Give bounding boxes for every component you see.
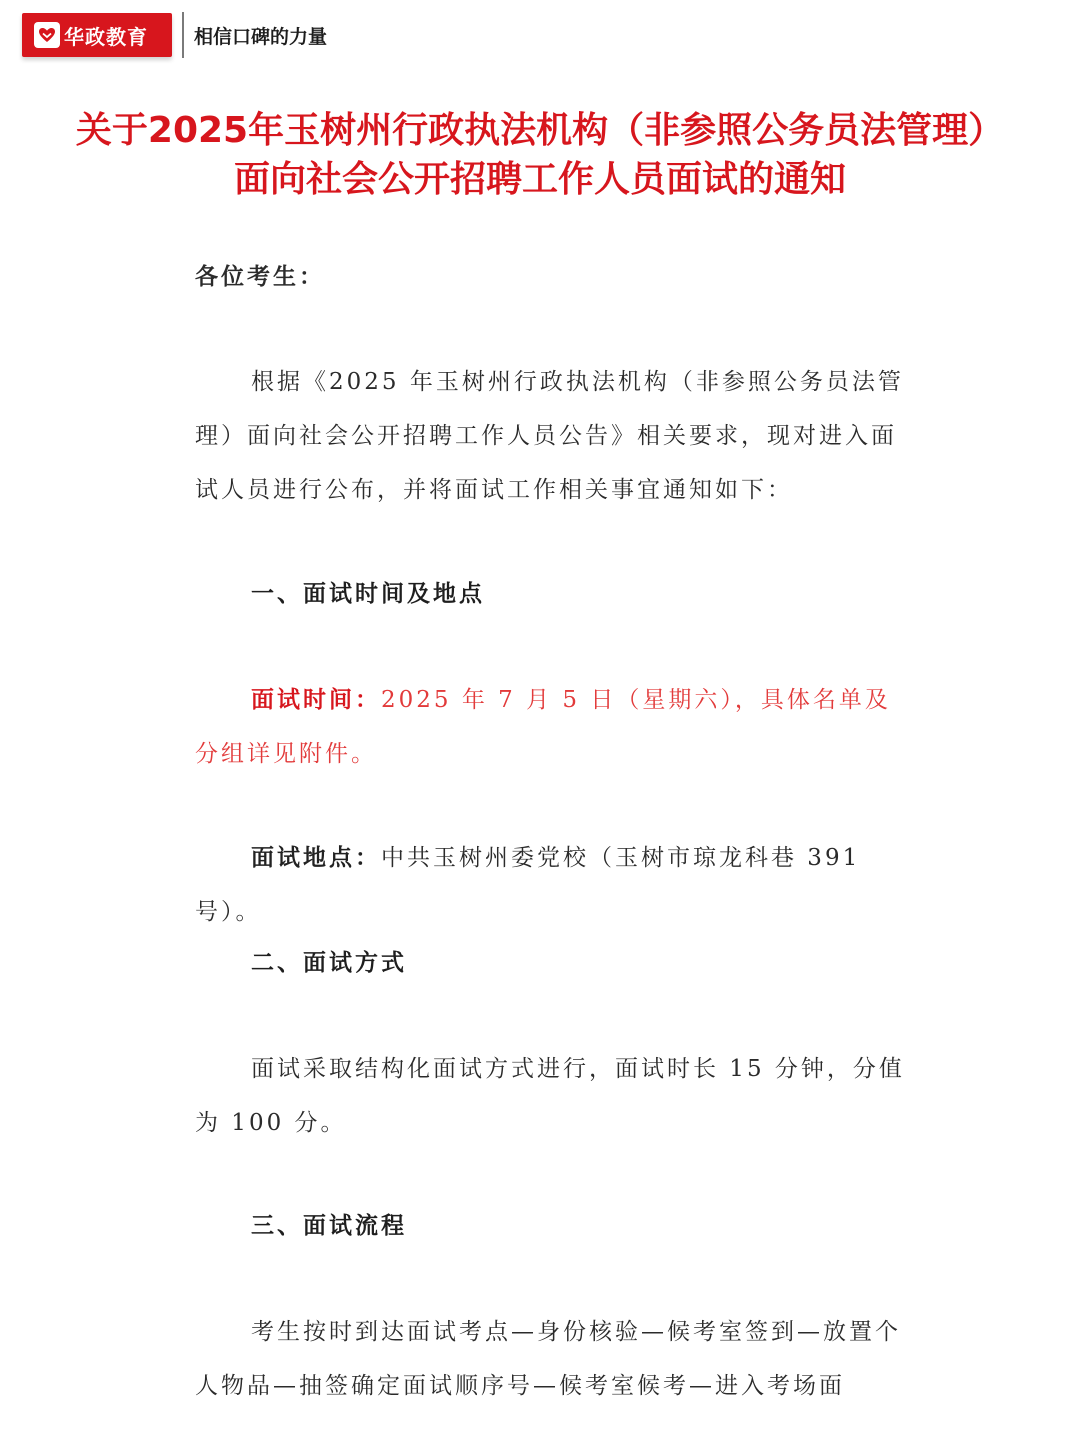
heart-hands-logo-icon — [34, 22, 60, 48]
interview-place-text: 中共玉树州委党校（玉树市琼龙科巷 391 号）。 — [195, 845, 861, 925]
notice-title-line1: 关于2025年玉树州行政执法机构（非参照公务员法管理） — [75, 110, 1005, 151]
intro-paragraph: 根据《2025 年玉树州行政执法机构（非参照公务员法管理）面向社会公开招聘工作人员公告》相关要求，现对进入面试人员进行公布，并将面试工作相关事宜通知如下： — [195, 369, 904, 503]
interview-time-paragraph — [195, 673, 915, 781]
section1-heading: 一、面试时间及地点 — [251, 580, 485, 607]
brand-logo[interactable] — [22, 13, 172, 57]
brand-name: 华政教育 — [64, 24, 148, 49]
interview-time-label: 面试时间： — [251, 686, 381, 713]
notice-title-line2: 面向社会公开招聘工作人员面试的通知 — [233, 159, 846, 200]
brand-divider — [182, 12, 184, 58]
brand-header — [22, 12, 327, 58]
notice-title — [0, 106, 1080, 204]
interview-place-label: 面试地点： — [251, 844, 381, 871]
interview-place-paragraph — [195, 831, 935, 939]
interview-method-paragraph: 面试采取结构化面试方式进行，面试时长 15 分钟，分值为 100 分。 — [195, 1056, 905, 1136]
interview-process-paragraph: 考生按时到达面试考点—身份核验—候考室签到—放置个人物品—抽签确定面试顺序号—候考室候考—进入考场面 — [195, 1319, 901, 1399]
section2-heading: 二、面试方式 — [251, 949, 407, 976]
interview-time-text: 2025 年 7 月 5 日（星期六），具体名单及分组详见附件。 — [195, 687, 891, 767]
section3-heading: 三、面试流程 — [251, 1212, 407, 1239]
salutation: 各位考生： — [195, 263, 325, 290]
brand-slogan: 相信口碑的力量 — [194, 25, 328, 48]
